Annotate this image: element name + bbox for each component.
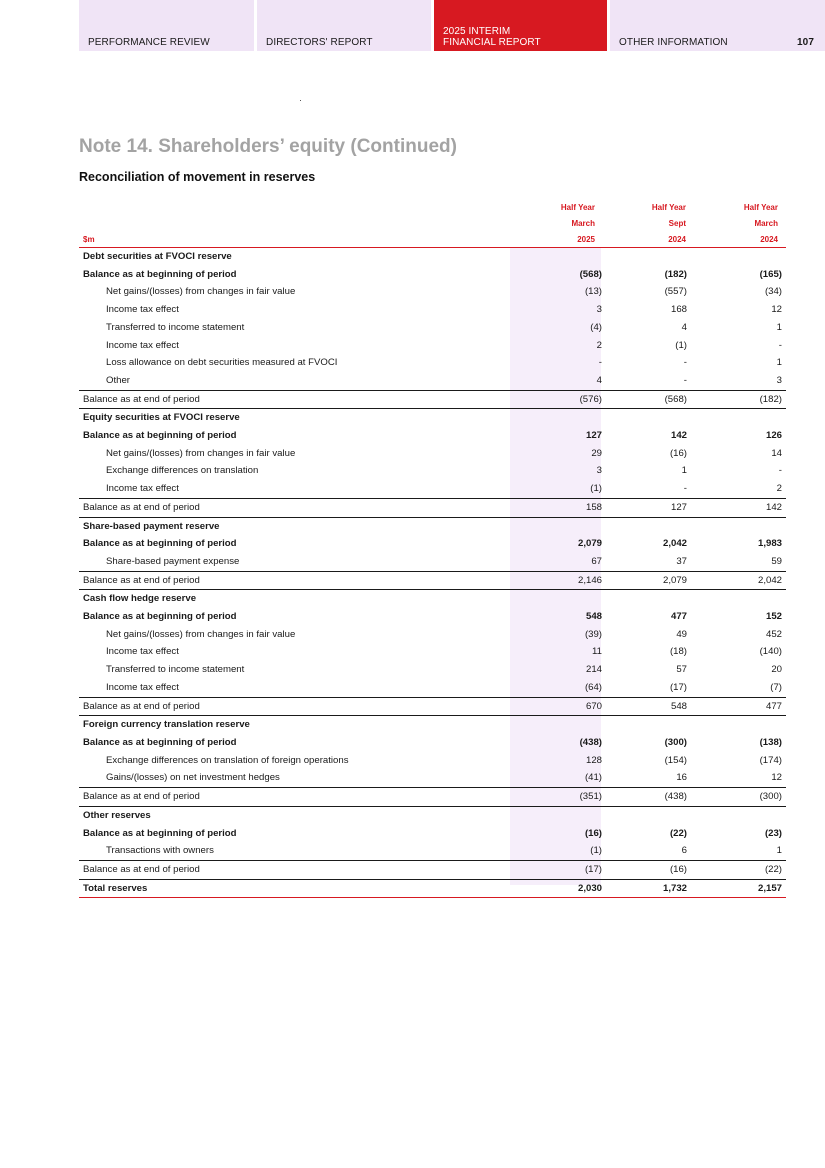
value-cell: 4 [596,374,602,386]
nav-tab-label: DIRECTORS' REPORT [266,37,373,48]
row-label: Balance as at end of period [79,788,509,807]
nav-tab-performance-review[interactable] [79,0,254,51]
value-cell: (22) [669,827,687,839]
table-row [79,608,786,626]
value-cell: (64) [584,681,602,693]
value-cell [509,248,602,266]
value-cell: 1 [681,465,687,477]
value-cell [602,806,687,824]
value-cell: (1) [675,339,687,351]
value-cell: 152 [765,611,782,623]
value-cell: 11 [592,646,602,658]
value-cell: 168 [670,304,687,316]
nav-tab-label: OTHER INFORMATION [619,37,728,48]
row-label: Transferred to income statement [106,321,245,333]
closing-balance-row [79,697,786,716]
value-cell: (16) [584,827,602,839]
value-cell: 126 [765,430,782,442]
value-cell: 452 [765,628,782,640]
value-cell: (557) [664,286,687,298]
value-cell [687,517,786,535]
value-cell: 3 [596,465,602,477]
table-row [79,535,786,553]
total-row [79,879,786,898]
page-number: 107 [797,37,814,48]
value-cell: (138) [759,736,782,748]
row-label: Transactions with owners [106,845,214,857]
value-cell: (165) [759,268,782,280]
table-row [79,825,786,843]
value-cell: 142 [670,430,687,442]
row-label: Equity securities at FVOCI reserve [83,412,240,424]
value-cell: 14 [771,447,782,459]
value-cell: - [683,483,687,495]
value-cell: (16) [602,860,687,879]
value-cell: 2,079 [577,538,602,550]
table-row [79,301,786,319]
row-label: Balance as at end of period [79,571,509,590]
row-label: Exchange differences on translation of foreign operations [106,754,349,766]
value-cell: - [778,339,782,351]
value-cell: (154) [664,754,687,766]
value-cell: 59 [771,555,782,567]
value-cell: 2,079 [602,571,687,590]
row-label: Total reserves [79,879,509,898]
value-cell: 1 [776,321,782,333]
value-cell [509,409,602,427]
value-cell: (13) [584,286,602,298]
row-label: Balance as at end of period [79,860,509,879]
table-row [79,752,786,770]
value-cell: 3 [596,304,602,316]
row-label: Transferred to income statement [106,664,245,676]
value-cell: 1,983 [757,538,782,550]
table-row [79,480,786,498]
row-label: Other reserves [83,809,151,821]
value-cell: - [778,465,782,477]
row-label: Debt securities at FVOCI reserve [83,251,232,262]
value-cell: (39) [584,628,602,640]
value-cell: (140) [759,646,782,658]
row-label: Share-based payment expense [106,555,240,567]
value-cell: (300) [664,736,687,748]
value-cell: 670 [509,697,602,716]
value-cell: (4) [590,321,602,333]
row-label: Balance as at beginning of period [83,827,237,839]
decorative-dot [300,100,301,101]
table-row [79,266,786,284]
value-cell [687,806,786,824]
table-row [79,626,786,644]
row-label: Other [106,374,130,386]
value-cell: (1) [590,483,602,495]
value-cell [602,716,687,734]
value-cell: (34) [764,286,782,298]
value-cell: (7) [770,681,782,693]
value-cell: 4 [681,321,687,333]
value-cell [509,517,602,535]
row-label: Gains/(losses) on net investment hedges [106,772,280,784]
value-cell: 548 [602,697,687,716]
value-cell: (568) [602,390,687,409]
value-cell: 37 [676,555,687,567]
row-label: Share-based payment reserve [83,520,220,532]
value-cell [509,590,602,608]
value-cell: 127 [585,430,602,442]
value-cell: 67 [591,555,602,567]
closing-balance-row [79,390,786,409]
value-cell: (174) [759,754,782,766]
nav-tab-interim-financial-report[interactable] [434,0,607,51]
table-row [79,372,786,390]
value-cell: 2,042 [662,538,687,550]
nav-tab-other-information[interactable] [610,0,825,51]
value-cell [687,716,786,734]
value-cell: 2,030 [509,879,602,898]
closing-balance-row [79,788,786,807]
value-cell [687,409,786,427]
row-label: Income tax effect [106,681,179,693]
column-header-hy-sep-2024: Half Year Sept 2024 [651,203,686,244]
row-label: Income tax effect [106,646,179,658]
value-cell: 214 [585,664,602,676]
value-cell [602,409,687,427]
value-cell [602,248,687,266]
row-label: Net gains/(losses) from changes in fair value [106,286,296,298]
value-cell: - [598,357,602,369]
value-cell: 6 [681,845,687,857]
row-label: Balance as at beginning of period [83,268,237,280]
value-cell: 2,042 [687,571,786,590]
table-row [79,427,786,445]
column-header-hy-mar-2025: Half Year March 2025 [560,203,595,244]
table-row [79,734,786,752]
value-cell: 142 [687,498,786,517]
nav-tab-directors-report[interactable] [257,0,431,51]
row-label: Cash flow hedge reserve [83,593,197,605]
row-label: Balance as at end of period [79,498,509,517]
row-label: Balance as at beginning of period [83,538,237,550]
value-cell: 12 [771,304,782,316]
value-cell: 548 [585,611,602,623]
row-label: Balance as at end of period [79,697,509,716]
value-cell: (351) [509,788,602,807]
value-cell: 1 [776,357,782,369]
row-label: Net gains/(losses) from changes in fair value [106,447,296,459]
value-cell: (576) [509,390,602,409]
value-cell: 2,146 [509,571,602,590]
table-row [79,643,786,661]
table-row [79,354,786,372]
table-header [79,200,786,248]
section-header-row [79,517,786,535]
table-row [79,769,786,787]
row-label: Income tax effect [106,483,179,495]
value-cell: 2,157 [687,879,786,898]
row-label: Balance as at beginning of period [83,430,237,442]
value-cell: (300) [687,788,786,807]
closing-balance-row [79,860,786,879]
table-row [79,319,786,337]
value-cell: 57 [676,664,687,676]
value-cell: (18) [669,646,687,658]
row-label: Loss allowance on debt securities measured at FVOCI [106,357,338,369]
value-cell [509,716,602,734]
value-cell [687,248,786,266]
column-header-hy-mar-2024: Half Year March 2024 [743,203,778,244]
value-cell: (182) [664,268,687,280]
value-cell: 2 [596,339,602,351]
row-label: Exchange differences on translation [106,465,259,477]
row-label: Net gains/(losses) from changes in fair value [106,628,296,640]
value-cell: (438) [579,736,602,748]
value-cell [602,590,687,608]
section-header-row [79,716,786,734]
row-label: Balance as at end of period [79,390,509,409]
table-row [79,337,786,355]
value-cell: 29 [591,447,602,459]
table-row [79,679,786,697]
row-label: Income tax effect [106,339,179,351]
value-cell: 3 [776,374,782,386]
table-row [79,283,786,301]
value-cell [687,590,786,608]
value-cell: (1) [590,845,602,857]
value-cell [602,517,687,535]
value-cell: (182) [687,390,786,409]
table-row [79,445,786,463]
value-cell: (16) [669,447,687,459]
value-cell: 477 [687,697,786,716]
reserves-reconciliation-table [79,248,786,898]
table-row [79,842,786,860]
value-cell: 20 [771,664,782,676]
table-row [79,553,786,571]
value-cell: 128 [585,754,602,766]
value-cell: 1,732 [602,879,687,898]
section-header-row [79,590,786,608]
value-cell: 12 [771,772,782,784]
value-cell: (23) [764,827,782,839]
value-cell: - [683,357,687,369]
value-cell: 158 [509,498,602,517]
value-cell: 127 [602,498,687,517]
nav-tab-label: 2025 INTERIM FINANCIAL REPORT [443,26,541,48]
section-header-row [79,248,786,266]
section-header-row [79,409,786,427]
value-cell: (17) [669,681,687,693]
value-cell: - [683,374,687,386]
closing-balance-row [79,571,786,590]
value-cell: (41) [584,772,602,784]
table-title: Reconciliation of movement in reserves [79,170,316,184]
value-cell: (17) [509,860,602,879]
table-row [79,661,786,679]
closing-balance-row [79,498,786,517]
row-label: Balance as at beginning of period [83,736,237,748]
value-cell: 49 [676,628,687,640]
value-cell: 477 [670,611,687,623]
value-cell: 16 [676,772,687,784]
section-header-row [79,806,786,824]
table-row [79,462,786,480]
unit-label: $m [83,235,95,244]
row-label: Balance as at beginning of period [83,611,237,623]
row-label: Foreign currency translation reserve [83,719,250,731]
row-label: Income tax effect [106,304,179,316]
value-cell: (568) [579,268,602,280]
value-cell: 1 [776,845,782,857]
value-cell [509,806,602,824]
value-cell: 2 [776,483,782,495]
value-cell: (22) [687,860,786,879]
nav-tab-label: PERFORMANCE REVIEW [88,37,210,48]
value-cell: (438) [602,788,687,807]
note-title: Note 14. Shareholders’ equity (Continued) [79,136,457,157]
